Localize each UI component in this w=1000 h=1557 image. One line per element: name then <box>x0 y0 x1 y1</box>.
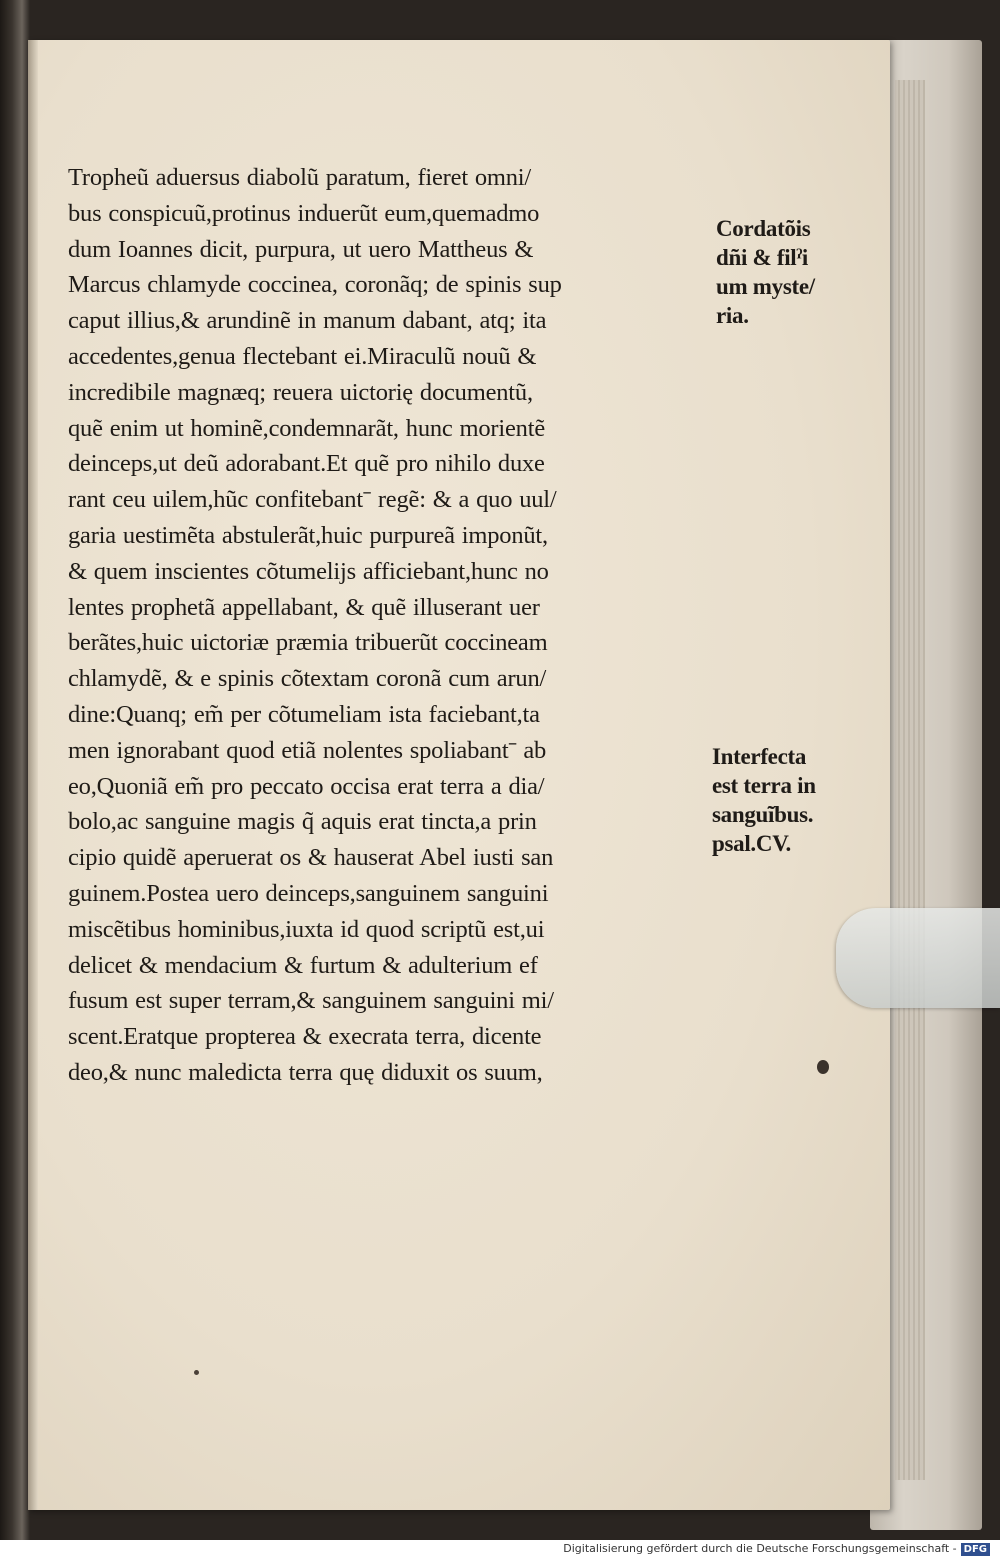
margin-note-line: Cordatõis <box>716 216 811 241</box>
margin-note-line: psal.CV. <box>712 831 791 856</box>
text-line: men ignorabant quod etiã nolentes spoliabantˉ ab <box>68 736 547 764</box>
margin-note-line: dñi & filˀi <box>716 245 808 270</box>
credit-text: Digitalisierung gefördert durch die Deutsche Forschungsgemeinschaft - <box>563 1542 957 1555</box>
text-line: rant ceu uilem,hũc confitebantˉ regẽ: & a quo uul/ <box>68 486 557 514</box>
margin-note-line: Interfecta <box>712 744 807 769</box>
text-line: bolo,ac sanguine magis q̃ aquis erat tincta,a prin <box>68 808 537 836</box>
text-line: chlamydẽ, & e spinis cõtextam coronã cum arun/ <box>68 665 547 693</box>
margin-note-line: um myste/ <box>716 274 815 299</box>
text-line: quẽ enim ut hominẽ,condemnarãt, hunc morientẽ <box>68 414 546 442</box>
text-line: incredibile magnæq; reuera uictorię documentũ, <box>68 378 533 406</box>
text-line: guinem.Postea uero deinceps,sanguinem sanguini <box>68 879 549 907</box>
text-line: miscẽtibus hominibus,iuxta id quod scriptũ est,ui <box>68 915 545 943</box>
text-line: fusum est super terram,& sanguinem sanguini mi/ <box>68 987 554 1015</box>
text-line: cipio quidẽ aperuerat os & hauserat Abel iusti san <box>68 844 554 872</box>
text-line: caput illius,& arundinẽ in manum dabant, atq; ita <box>68 307 547 335</box>
dfg-logo: DFG <box>961 1543 990 1556</box>
margin-note-line: ria. <box>716 303 749 328</box>
margin-note-line: est terra in <box>712 773 816 798</box>
text-line: Marcus chlamyde coccinea, coronãq; de spinis sup <box>68 271 562 299</box>
clip-rivet <box>817 1060 829 1074</box>
text-line: bus conspicuũ,protinus induerũt eum,quemadmo <box>68 199 540 227</box>
text-line: dum Ioannes dicit, purpura, ut uero Mattheus & <box>68 235 534 263</box>
text-line: eo,Quoniã em̃ pro peccato occisa erat terra a dia/ <box>68 772 545 800</box>
ink-speck <box>194 1370 199 1375</box>
plastic-page-clip <box>836 908 1000 1008</box>
main-text-block <box>68 160 713 1091</box>
page-edges <box>895 80 925 1480</box>
text-line: deinceps,ut deũ adorabant.Et quẽ pro nihilo duxe <box>68 450 545 478</box>
text-line: Tropheũ aduersus diabolũ paratum, fieret omni/ <box>68 164 532 191</box>
margin-note-interfecta <box>712 742 816 858</box>
text-line: deo,& nunc maledicta terra quę diduxit os suum, <box>68 1058 543 1086</box>
text-line: accedentes,genua flectebant ei.Miraculũ nouũ & <box>68 342 537 370</box>
text-line: garia uestimẽta abstulerãt,huic purpureã imponũt, <box>68 521 548 549</box>
page-gutter <box>28 40 38 1510</box>
margin-note-line: sanguĩbus. <box>712 802 814 827</box>
text-line: dine:Quanq; em̃ per cõtumeliam ista faciebant,ta <box>68 700 540 728</box>
margin-note-cordatio <box>716 214 815 330</box>
text-line: delicet & mendacium & furtum & adulterium ef <box>68 951 538 979</box>
text-line: berãtes,huic uictoriæ præmia tribuerũt coccineam <box>68 629 548 657</box>
text-line: scent.Eratque propterea & execrata terra, dicente <box>68 1023 542 1051</box>
text-line: lentes prophetã appellabant, & quẽ illuserant uer <box>68 593 540 621</box>
text-line: & quem inscientes cõtumelijs afficiebant,hunc no <box>68 557 549 585</box>
digitization-credit <box>563 1540 990 1557</box>
